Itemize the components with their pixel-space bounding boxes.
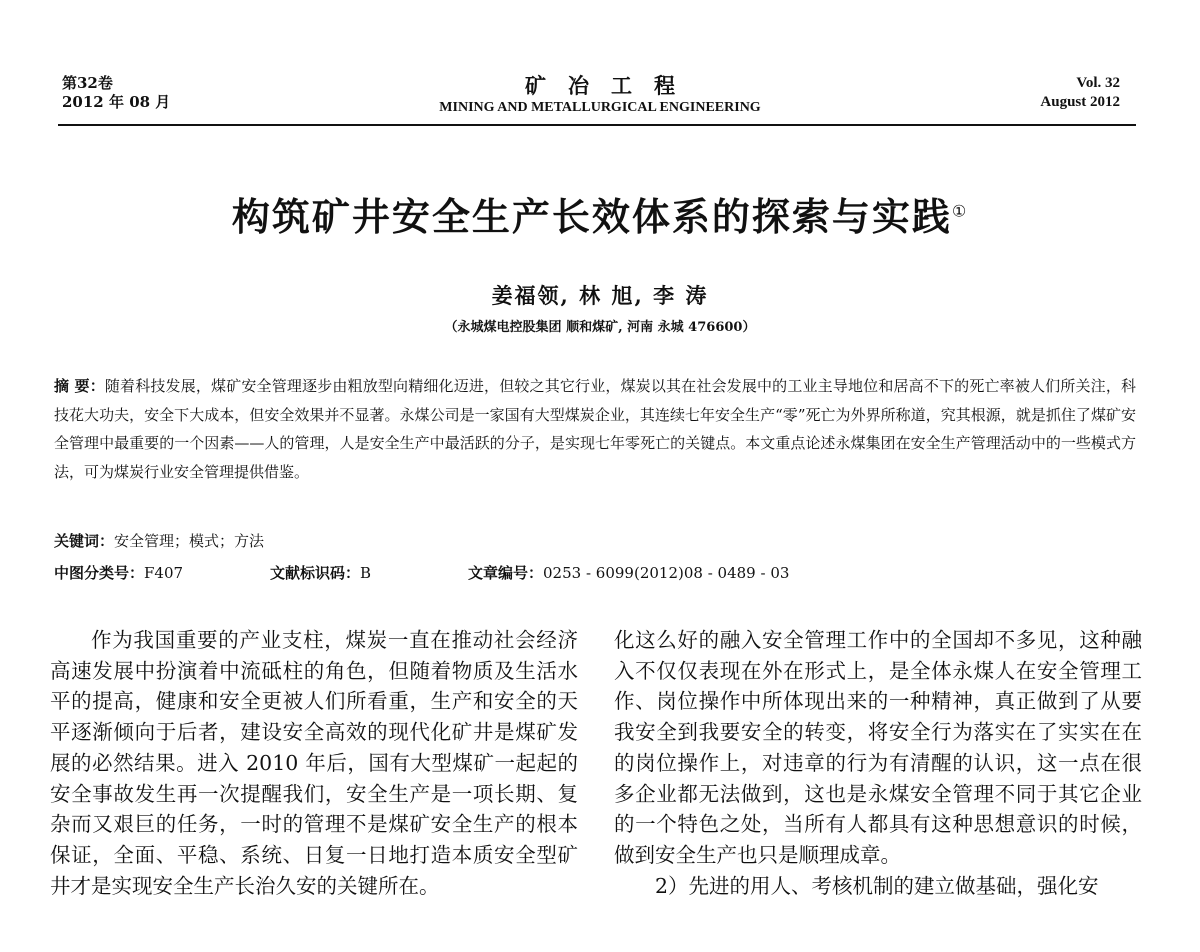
clc-cell — [54, 562, 183, 583]
author-affiliation: （永城煤电控股集团 顺和煤矿, 河南 永城 476600） — [444, 320, 756, 335]
volume-en: Vol. 32 — [1076, 75, 1120, 91]
clc-label: 中图分类号： — [54, 564, 145, 582]
journal-name-en: MINING AND METALLURGICAL ENGINEERING — [439, 100, 761, 115]
journal-name-block — [0, 74, 1200, 118]
journal-volume-en-block — [1040, 74, 1120, 112]
article-authors: 姜福领, 林 旭, 李 涛 — [491, 283, 709, 308]
article-no-cell — [468, 562, 789, 583]
body-subsection-start: 2）先进的用人、考核机制的建立做基础，强化安 — [655, 873, 1099, 898]
issue-date-en: August 2012 — [1040, 94, 1120, 110]
abstract — [54, 372, 1136, 486]
abstract-text: 随着科技发展，煤矿安全管理逐步由粗放型向精细化迈进，但较之其它行业，煤炭以其在社会发展中的工业主导地位和居高不下的死亡率被人们所关注，科技花大功夫，安全下大成本，但安全效果并不显著。永煤公司是一家国有大型煤炭企业，其连续七年安全生产“零”死亡为外界所称道，究其根源，就是抓住了煤矿安全管理中最重要的一个因素——人的管理，人是安全生产中最活跃的分子，是实现七年零死亡的关键点。本文重点论述永煤集团在安全生产管理活动中的一些模式方法，可为煤炭行业安全管理提供借鉴。 — [54, 377, 1136, 481]
keywords-label: 关键词： — [54, 532, 115, 550]
issue-date: 2012 年 08 月 — [62, 93, 171, 111]
article-title-text: 构筑矿井安全生产长效体系的探索与实践 — [231, 195, 952, 239]
journal-name-cn: 矿冶工程 — [525, 73, 697, 98]
clc-value: F407 — [144, 564, 184, 582]
body-paragraph: 作为我国重要的产业支柱，煤炭一直在推动社会经济高速发展中扮演着中流砥柱的角色，但随着物质及生活水平的提高，健康和安全更被人们所看重，生产和安全的天平逐渐倾向于后者，建设安全高效的现代化矿井是煤矿发展的必然结果。进入 2010 年后，国有大型煤矿一起起的安全事故发生再一次提醒我们，安全生产是一项长期、复杂而又艰巨的任务，一时的管理不是煤矿安全生产的根本保证，全面、平稳、系统、日复一日地打造本质安全型矿井才是实现安全生产长治久安的关键所在。 — [50, 628, 578, 898]
volume-label: 第32卷 — [62, 74, 113, 92]
article-title — [0, 186, 1200, 241]
article-no-label: 文章编号： — [468, 564, 544, 582]
body-column-right — [614, 625, 1142, 901]
keywords — [54, 530, 264, 551]
abstract-label: 摘 要： — [54, 377, 105, 395]
doc-code-label: 文献标识码： — [270, 564, 361, 582]
doc-code-cell — [270, 562, 371, 583]
keywords-text: 安全管理；模式；方法 — [114, 532, 265, 550]
doc-code-value: B — [360, 564, 372, 582]
body-column-left — [50, 625, 578, 901]
body-paragraph-continued: 化这么好的融入安全管理工作中的全国却不多见，这种融入不仅仅表现在外在形式上，是全体永煤人在安全管理工作、岗位操作中所体现出来的一种精神，真正做到了从要我安全到我要安全的转变，将安全行为落实在了实实在在的岗位操作上，对违章的行为有清醒的认识，这一点在很多企业都无法做到，这也是永煤安全管理不同于其它企业的一个特色之处，当所有人都具有这种思想意识的时候，做到安全生产也只是顺理成章。 — [614, 628, 1142, 867]
article-no-value: 0253 - 6099(2012)08 - 0489 - 03 — [543, 564, 790, 582]
footnote-marker: ① — [951, 201, 969, 221]
header-divider — [58, 124, 1136, 126]
